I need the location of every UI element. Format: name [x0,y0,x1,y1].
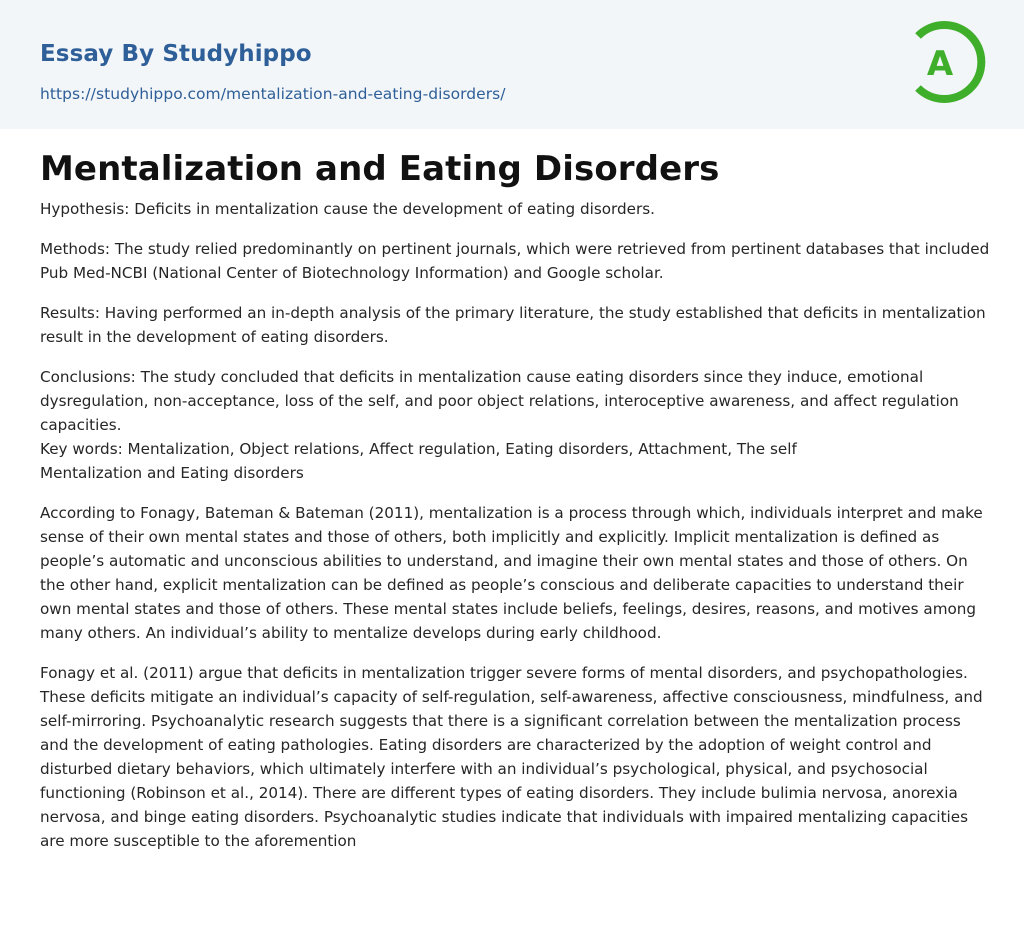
body-paragraph-2: Fonagy et al. (2011) argue that deficits in mentalization trigger severe forms of mental disorders, and psychopathologies. These deficits mitigate an individual’s capacity of self-regulation, self-awareness, affective consciousness, mindfulness, and self-mirroring. Psychoanalytic research suggests that there is a significant correlation between the mentalization process and the development of eating pathologies. Eating disorders are characterized by the adoption of weight control and disturbed dietary behaviors, which ultimately interfere with an individual’s psychological, physical, and psychosocial functioning (Robinson et al., 2014). There are different types of eating disorders. They include bulimia nervosa, anorexia nervosa, and binge eating disorders. Psychoanalytic studies indicate that individuals with impaired mentalizing capacities are more susceptible to the aforemention [40,664,983,850]
article-title: Mentalization and Eating Disorders [40,149,720,189]
studyhippo-logo-icon[interactable] [906,18,988,106]
results-paragraph: Results: Having performed an in-depth analysis of the primary literature, the study established that deficits in mentalization result in the development of eating disorders. [40,304,986,346]
article-body [40,129,990,853]
hypothesis-paragraph: Hypothesis: Deficits in mentalization cause the development of eating disorders. [40,200,655,218]
section-subtitle: Mentalization and Eating disorders [40,464,304,482]
site-header [0,0,1024,129]
body-paragraph-1: According to Fonagy, Bateman & Bateman (2011), mentalization is a process through which, individuals interpret and make sense of their own mental states and those of others, both implicitly and explicitly. Implicit mentalization is defined as people’s automatic and unconscious abilities to understand, and imagine their own mental states and those of others. On the other hand, explicit mentalization can be defined as people’s conscious and deliberate capacities to understand their own mental states and those of others. These mental states include beliefs, feelings, desires, reasons, and motives among many others. An individual’s ability to mentalize develops during early childhood. [40,504,983,642]
essay-url-link[interactable]: https://studyhippo.com/mentalization-and-eating-disorders/ [40,85,506,103]
site-brand[interactable]: Essay By Studyhippo [40,41,312,67]
methods-paragraph: Methods: The study relied predominantly on pertinent journals, which were retrieved from pertinent databases that included Pub Med-NCBI (National Center of Biotechnology Information) and Google scholar. [40,240,990,282]
keywords-line: Key words: Mentalization, Object relations, Affect regulation, Eating disorders, Attachment, The self [40,440,797,458]
logo-letter: A [926,44,954,84]
conclusions-paragraph: Conclusions: The study concluded that deficits in mentalization cause eating disorders since they induce, emotional dysregulation, non-acceptance, loss of the self, and poor object relations, interoceptive awareness, and affect regulation capacities. [40,368,959,434]
